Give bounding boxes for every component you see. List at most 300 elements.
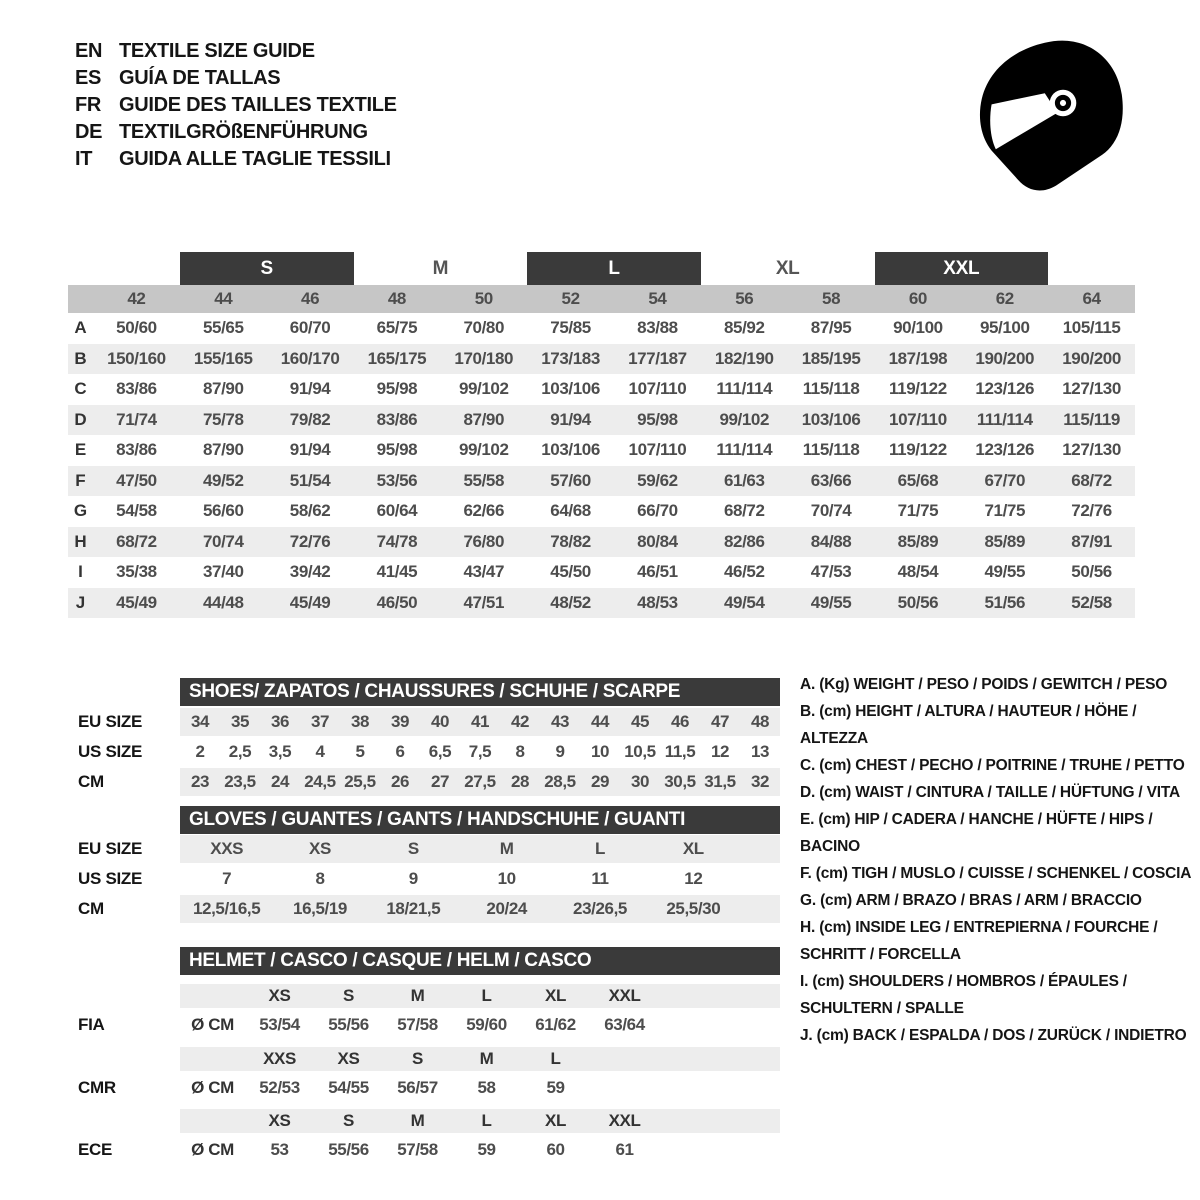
size-group-m: M: [432, 257, 449, 279]
helmet-size-cell: 55/56: [328, 1014, 369, 1034]
size-cell: 45/49: [116, 592, 157, 612]
language-code: EN: [75, 40, 103, 62]
racing-helmet-icon: [972, 32, 1140, 202]
shoe-size-cell: 42: [510, 712, 530, 731]
size-cell: 187/198: [888, 348, 948, 368]
measurement-row-h: [68, 527, 1135, 558]
size-cell: 68/72: [1071, 470, 1112, 490]
glove-size-cell: 12: [684, 869, 703, 888]
size-cell: 99/102: [458, 440, 509, 460]
size-cell: 185/195: [801, 348, 861, 368]
size-cell: 107/110: [628, 379, 687, 399]
language-row: [75, 119, 397, 146]
shoe-size-cell: 13: [750, 742, 770, 761]
size-column-header: 48: [387, 289, 406, 308]
size-cell: 103/106: [541, 379, 600, 399]
shoe-size-cell: 8: [515, 742, 525, 761]
size-group-l: L: [527, 252, 701, 285]
helmet-size-header: L: [481, 986, 492, 1005]
size-cell: 68/72: [723, 501, 765, 521]
shoe-size-cell: 3,5: [268, 742, 292, 761]
size-group-s: S: [180, 252, 354, 285]
legend-item: B. (cm) HEIGHT / ALTURA / HAUTEUR / HÖHE / ALTEZZA: [800, 703, 1137, 747]
main-size-table: [68, 252, 1135, 618]
shoe-size-cell: 37: [310, 712, 330, 731]
shoe-size-cell: 35: [230, 712, 250, 731]
shoe-size-cell: 25,5: [344, 772, 376, 791]
helmet-size-header: M: [410, 1111, 425, 1130]
size-cell: 39/42: [289, 562, 331, 582]
language-code: ES: [75, 67, 102, 89]
row-label: CM: [78, 772, 104, 791]
size-column-header: 42: [127, 289, 146, 308]
glove-size-cell: L: [595, 839, 605, 858]
shoe-size-cell: 7,5: [468, 742, 492, 761]
size-cell: 62/66: [463, 501, 505, 521]
size-group-row: [68, 252, 1135, 285]
size-column-header: 56: [735, 289, 754, 308]
row-letter: D: [74, 409, 87, 429]
helmet-size-cell: 61: [615, 1139, 634, 1159]
standard-label: FIA: [78, 1014, 105, 1034]
size-cell: 47/50: [116, 470, 157, 490]
glove-size-cell: 8: [315, 869, 325, 888]
helmet-size-cell: 59/60: [466, 1014, 507, 1034]
legend-item: D. (cm) WAIST / CINTURA / TAILLE / HÜFTUNG / VITA: [800, 784, 1180, 801]
measurement-row-f: [68, 466, 1135, 497]
size-cell: 103/106: [541, 440, 600, 460]
size-cell: 111/114: [716, 440, 773, 460]
size-cell: 123/126: [975, 440, 1035, 460]
size-cell: 58/62: [289, 501, 331, 521]
measurement-row-j: [68, 588, 1135, 619]
helmet-values: [180, 1072, 659, 1103]
shoe-size-cell: 2: [195, 742, 205, 761]
helmet-values-row: [68, 1072, 1135, 1103]
size-cell: 68/72: [116, 531, 157, 551]
helmet-size-cell: 61/62: [535, 1014, 576, 1034]
size-number-row: [68, 285, 1135, 313]
helmet-size-cell: 60: [546, 1139, 565, 1159]
size-cell: 95/100: [979, 318, 1030, 338]
measurement-row-c: [68, 374, 1135, 405]
helmet-size-header: XS: [268, 986, 291, 1005]
language-list: [75, 38, 397, 173]
helmet-sizes: [180, 1046, 659, 1072]
legend-item: H. (cm) INSIDE LEG / ENTREPIERNA / FOURCHE / SCHRITT / FORCELLA: [800, 919, 1158, 963]
shoe-size-cell: 40: [430, 712, 450, 731]
row-values: [180, 864, 740, 894]
helmet-size-header: S: [343, 986, 354, 1005]
size-cell: 44/48: [202, 592, 244, 612]
measurement-legend: [800, 671, 1198, 1049]
unit-label: Ø CM: [191, 1014, 234, 1034]
size-cell: 165/175: [367, 348, 427, 368]
shoe-size-cell: 30: [630, 772, 650, 791]
size-cell: 50/60: [116, 318, 157, 338]
size-column-header: 58: [822, 289, 841, 308]
language-code: DE: [75, 121, 103, 143]
size-cell: 47/51: [463, 592, 505, 612]
glove-size-cell: 23/26,5: [573, 899, 627, 918]
size-cell: 85/92: [723, 318, 765, 338]
size-cell: 190/200: [1062, 348, 1121, 368]
size-cell: 49/52: [202, 470, 244, 490]
row-label: EU SIZE: [78, 839, 143, 858]
row-letter: F: [75, 470, 86, 490]
shoe-size-cell: 46: [670, 712, 690, 731]
size-column-header: 64: [1082, 289, 1101, 308]
size-cell: 80/84: [637, 531, 678, 551]
shoe-size-cell: 23,5: [224, 772, 256, 791]
language-label: GUÍA DE TALLAS: [119, 67, 281, 89]
helmet-size-header: XS: [268, 1111, 291, 1130]
size-cell: 64/68: [550, 501, 591, 521]
size-cell: 46/52: [723, 562, 765, 582]
legend-item: F. (cm) TIGH / MUSLO / CUISSE / SCHENKEL / COSCIA: [800, 865, 1192, 882]
helmet-size-cell: 59: [546, 1077, 565, 1097]
spacer: [180, 983, 245, 1009]
glove-size-cell: 9: [408, 869, 418, 888]
legend-item: G. (cm) ARM / BRAZO / BRAS / ARM / BRACCIO: [800, 892, 1142, 909]
helmet-size-header: XXL: [608, 986, 641, 1005]
size-cell: 59/62: [637, 470, 678, 490]
size-cell: 41/45: [376, 562, 418, 582]
shoe-size-cell: 30,5: [664, 772, 696, 791]
size-cell: 177/187: [628, 348, 687, 368]
row-values: [180, 707, 780, 737]
shoe-size-cell: 26: [390, 772, 410, 791]
helmet-size-cell: 52/53: [259, 1077, 300, 1097]
shoe-size-cell: 38: [350, 712, 370, 731]
size-cell: 70/74: [202, 531, 244, 551]
size-cell: 160/170: [280, 348, 340, 368]
size-cell: 95/98: [637, 409, 678, 429]
glove-size-cell: XXS: [210, 839, 244, 858]
size-cell: 53/56: [376, 470, 418, 490]
helmet-size-cell: 54/55: [328, 1077, 369, 1097]
shoe-size-cell: 45: [630, 712, 650, 731]
helmet-size-cell: 58: [477, 1077, 496, 1097]
row-label: CM: [78, 899, 104, 918]
size-cell: 87/90: [463, 409, 505, 429]
size-cell: 49/54: [723, 592, 765, 612]
size-cell: 87/90: [202, 440, 244, 460]
row-letter: C: [74, 379, 87, 399]
row-values: [180, 834, 740, 864]
shoe-size-cell: 23: [190, 772, 210, 791]
size-cell: 55/58: [463, 470, 505, 490]
size-cell: 75/78: [202, 409, 244, 429]
size-cell: 65/68: [897, 470, 939, 490]
main-table-body: [68, 313, 1135, 618]
shoe-size-cell: 43: [550, 712, 570, 731]
helmet-size-cell: 53/54: [259, 1014, 300, 1034]
glove-size-cell: M: [499, 839, 514, 858]
helmet-table-title: HELMET / CASCO / CASQUE / HELM / CASCO: [180, 947, 780, 975]
glove-size-cell: 20/24: [486, 899, 527, 918]
spacer: [180, 1108, 245, 1134]
size-cell: 95/98: [376, 440, 418, 460]
size-cell: 45/50: [550, 562, 591, 582]
row-letter: A: [74, 318, 87, 338]
size-cell: 57/60: [550, 470, 591, 490]
helmet-size-header: L: [550, 1049, 561, 1068]
size-cell: 70/74: [810, 501, 852, 521]
size-cell: 87/91: [1071, 531, 1112, 551]
shoe-size-cell: 6: [395, 742, 405, 761]
size-cell: 87/90: [202, 379, 244, 399]
shoe-size-cell: 4: [315, 742, 325, 761]
shoe-size-cell: 24,5: [304, 772, 336, 791]
shoe-size-cell: 5: [355, 742, 365, 761]
language-code: FR: [75, 94, 102, 116]
size-cell: 55/65: [202, 318, 244, 338]
helmet-values: [180, 1134, 659, 1165]
helmet-size-cell: 55/56: [328, 1139, 369, 1159]
size-cell: 50/56: [1071, 562, 1112, 582]
size-cell: 45/49: [289, 592, 331, 612]
size-cell: 111/114: [976, 409, 1033, 429]
size-cell: 47/53: [810, 562, 852, 582]
size-cell: 63/66: [810, 470, 852, 490]
shoe-size-cell: 31,5: [704, 772, 736, 791]
helmet-size-cell: 63/64: [604, 1014, 645, 1034]
legend-item: A. (Kg) WEIGHT / PESO / POIDS / GEWITCH / PESO: [800, 676, 1168, 693]
helmet-size-header: M: [479, 1049, 494, 1068]
row-letter: I: [78, 562, 83, 582]
size-cell: 54/58: [116, 501, 157, 521]
size-column-header: 54: [648, 289, 667, 308]
helmet-size-header: XL: [545, 986, 566, 1005]
size-cell: 60/64: [376, 501, 418, 521]
size-cell: 90/100: [893, 318, 943, 338]
gloves-table-title: GLOVES / GUANTES / GANTS / HANDSCHUHE / GUANTI: [180, 806, 780, 834]
language-label: GUIDA ALLE TAGLIE TESSILI: [119, 148, 391, 170]
size-cell: 99/102: [458, 379, 509, 399]
shoe-size-cell: 36: [270, 712, 290, 731]
shoe-size-cell: 2,5: [228, 742, 252, 761]
row-letter: G: [73, 501, 88, 521]
size-cell: 127/130: [1062, 440, 1121, 460]
helmet-size-cell: 53: [270, 1139, 289, 1159]
row-values: [180, 737, 780, 767]
language-row: [75, 65, 397, 92]
size-cell: 74/78: [376, 531, 418, 551]
size-cell: 84/88: [810, 531, 852, 551]
helmet-size-header: S: [412, 1049, 423, 1068]
size-column-header: 44: [214, 289, 233, 308]
size-cell: 37/40: [202, 562, 244, 582]
row-letter: H: [74, 531, 87, 551]
size-cell: 107/110: [628, 440, 687, 460]
glove-size-cell: 16,5/19: [293, 899, 347, 918]
row-letter: J: [75, 592, 86, 612]
size-cell: 95/98: [376, 379, 418, 399]
glove-size-cell: XS: [309, 839, 331, 858]
shoe-size-cell: 27: [430, 772, 450, 791]
size-cell: 182/190: [714, 348, 774, 368]
size-column-header: 52: [561, 289, 580, 308]
shoe-size-cell: 10,5: [624, 742, 656, 761]
size-cell: 43/47: [463, 562, 505, 582]
size-cell: 83/86: [116, 440, 157, 460]
size-cell: 107/110: [889, 409, 947, 429]
measurement-row-i: [68, 557, 1135, 588]
helmet-size-header: L: [481, 1111, 492, 1130]
shoe-size-cell: 29: [590, 772, 610, 791]
shoe-size-cell: 48: [750, 712, 770, 731]
helmet-size-cell: 59: [477, 1139, 496, 1159]
helmet-size-header: XXS: [263, 1049, 296, 1068]
shoe-size-cell: 28,5: [544, 772, 576, 791]
size-column-header: 46: [301, 289, 320, 308]
size-cell: 48/54: [897, 562, 939, 582]
size-cell: 119/122: [889, 440, 947, 460]
helmet-size-header: XL: [545, 1111, 566, 1130]
helmet-sizes: [180, 1108, 659, 1134]
language-code: IT: [75, 148, 93, 170]
helmet-values: [180, 1009, 659, 1040]
shoe-size-cell: 11,5: [664, 742, 696, 761]
size-cell: 70/80: [463, 318, 505, 338]
shoe-size-cell: 47: [710, 712, 730, 731]
legend-item: E. (cm) HIP / CADERA / HANCHE / HÜFTE / HIPS / BACINO: [800, 811, 1153, 855]
measurement-row-a: [68, 313, 1135, 344]
helmet-size-cell: 56/57: [397, 1077, 438, 1097]
size-cell: 115/118: [802, 440, 860, 460]
language-label: TEXTILGRÖßENFÜHRUNG: [119, 121, 368, 143]
glove-size-cell: 25,5/30: [666, 899, 721, 918]
language-row: [75, 92, 397, 119]
size-cell: 91/94: [550, 409, 591, 429]
size-cell: 155/165: [193, 348, 253, 368]
size-cell: 115/118: [802, 379, 860, 399]
size-cell: 119/122: [889, 379, 947, 399]
measurement-row-d: [68, 405, 1135, 436]
size-cell: 51/54: [289, 470, 331, 490]
measurement-row-e: [68, 435, 1135, 466]
size-cell: 49/55: [984, 562, 1026, 582]
spacer: [180, 1046, 245, 1072]
size-cell: 105/115: [1062, 318, 1121, 338]
helmet-sizes: [180, 983, 659, 1009]
size-cell: 173/183: [541, 348, 600, 368]
unit-label: Ø CM: [191, 1139, 234, 1159]
language-row: [75, 38, 397, 65]
size-cell: 99/102: [719, 409, 770, 429]
glove-size-cell: 18/21,5: [386, 899, 441, 918]
standard-label: ECE: [78, 1139, 113, 1159]
size-column-header: 50: [474, 289, 493, 308]
standard-label: CMR: [78, 1077, 116, 1097]
helmet-values-row: [68, 1134, 1135, 1165]
glove-size-cell: XL: [682, 839, 704, 858]
size-cell: 67/70: [984, 470, 1026, 490]
shoe-size-cell: 9: [555, 742, 565, 761]
legend-item: C. (cm) CHEST / PECHO / POITRINE / TRUHE / PETTO: [800, 757, 1185, 774]
size-cell: 66/70: [637, 501, 678, 521]
shoe-size-cell: 44: [590, 712, 610, 731]
unit-label: Ø CM: [191, 1077, 234, 1097]
size-cell: 50/56: [897, 592, 939, 612]
shoe-size-cell: 28: [510, 772, 530, 791]
helmet-size-header: XXL: [608, 1111, 641, 1130]
size-cell: 71/74: [116, 409, 157, 429]
helmet-sizes-row: [68, 1108, 1135, 1134]
language-label: TEXTILE SIZE GUIDE: [119, 40, 315, 62]
size-cell: 78/82: [550, 531, 591, 551]
shoe-size-cell: 6,5: [428, 742, 452, 761]
row-label: US SIZE: [78, 742, 143, 761]
helmet-sizes-row: [68, 1046, 1135, 1072]
shoe-size-cell: 12: [710, 742, 730, 761]
size-cell: 75/85: [550, 318, 591, 338]
shoe-size-cell: 39: [390, 712, 410, 731]
glove-size-cell: 10: [497, 869, 516, 888]
size-cell: 79/82: [289, 409, 331, 429]
size-group-xxl: XXL: [875, 252, 1049, 285]
language-row: [75, 146, 397, 173]
helmet-size-header: XS: [337, 1049, 360, 1068]
size-cell: 103/106: [801, 409, 861, 429]
size-column-header: 62: [995, 289, 1014, 308]
row-label: US SIZE: [78, 869, 143, 888]
helmet-size-cell: 57/58: [397, 1139, 438, 1159]
shoe-size-cell: 10: [590, 742, 610, 761]
size-cell: 91/94: [289, 440, 331, 460]
size-cell: 72/76: [289, 531, 331, 551]
helmet-size-header: M: [410, 986, 425, 1005]
measurement-row-b: [68, 344, 1135, 375]
shoe-size-cell: 27,5: [464, 772, 496, 791]
size-cell: 52/58: [1071, 592, 1112, 612]
size-cell: 71/75: [984, 501, 1026, 521]
size-cell: 190/200: [975, 348, 1035, 368]
size-cell: 85/89: [897, 531, 939, 551]
size-cell: 46/50: [376, 592, 418, 612]
size-cell: 61/63: [723, 470, 765, 490]
shoe-size-cell: 32: [750, 772, 770, 791]
size-cell: 51/56: [984, 592, 1026, 612]
row-values: [180, 894, 740, 924]
measurement-row-g: [68, 496, 1135, 527]
size-cell: 72/76: [1071, 501, 1112, 521]
size-cell: 83/86: [116, 379, 157, 399]
glove-size-cell: S: [407, 839, 419, 858]
size-cell: 60/70: [289, 318, 331, 338]
legend-item: I. (cm) SHOULDERS / HOMBROS / ÉPAULES / SCHULTERN / SPALLE: [800, 973, 1127, 1017]
size-cell: 127/130: [1062, 379, 1121, 399]
size-cell: 49/55: [810, 592, 852, 612]
size-cell: 83/88: [637, 318, 678, 338]
size-cell: 82/86: [723, 531, 765, 551]
size-cell: 76/80: [463, 531, 505, 551]
shoe-size-cell: 41: [470, 712, 490, 731]
glove-size-cell: 11: [591, 869, 609, 888]
size-cell: 150/160: [107, 348, 166, 368]
size-cell: 123/126: [975, 379, 1035, 399]
row-letter: E: [74, 440, 87, 460]
shoe-size-cell: 34: [190, 712, 210, 731]
size-column-header: 60: [908, 289, 927, 308]
size-cell: 111/114: [716, 379, 773, 399]
glove-size-cell: 7: [222, 869, 232, 888]
size-cell: 48/53: [637, 592, 678, 612]
helmet-size-cell: 57/58: [397, 1014, 438, 1034]
size-cell: 46/51: [637, 562, 678, 582]
row-values: [180, 767, 780, 797]
